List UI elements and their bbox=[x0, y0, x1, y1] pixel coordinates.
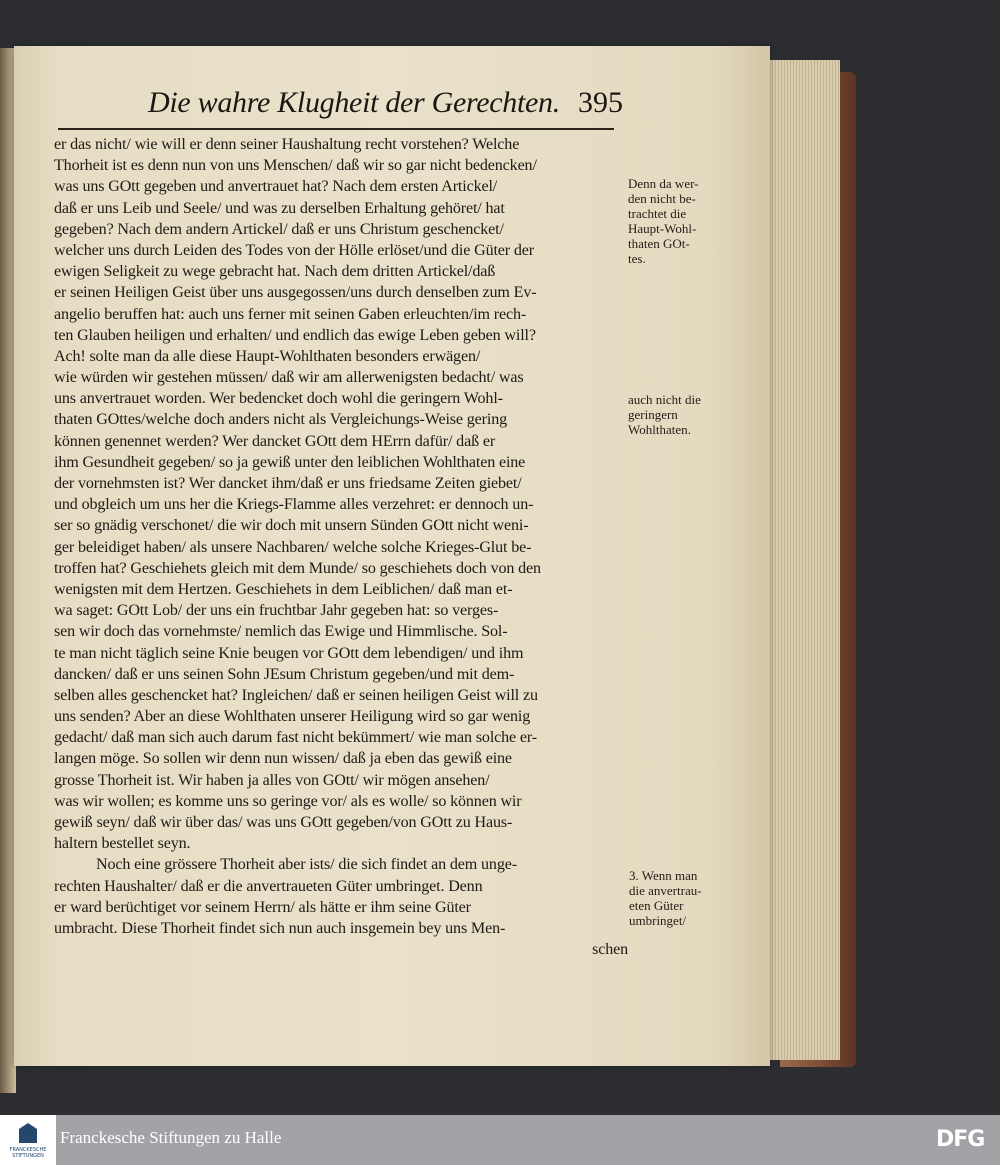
margin-note-line: Wohlthaten. bbox=[628, 422, 691, 437]
text-line: Thorheit ist es denn nun von uns Menschen/ daß wir so gar nicht bedencken/ bbox=[54, 157, 537, 175]
text-line: wa saget: GOtt Lob/ der uns ein fruchtbar Jahr gegeben hat: so verges- bbox=[54, 602, 499, 620]
institution-emblem-icon bbox=[19, 1123, 37, 1143]
institution-link[interactable]: Franckesche Stiftungen zu Halle bbox=[60, 1128, 282, 1147]
margin-note-line: die anvertrau- bbox=[629, 883, 702, 898]
text-line: haltern bestellet seyn. bbox=[54, 835, 191, 853]
text-line: selben alles geschencket hat? Ingleichen/ daß er seinen heiligen Geist will zu bbox=[54, 686, 538, 704]
margin-note-line: trachtet die bbox=[628, 206, 687, 221]
margin-note bbox=[628, 392, 701, 437]
text-line: Noch eine grössere Thorheit aber ists/ die sich findet an dem unge- bbox=[96, 856, 517, 874]
text-line: ser so gnädig verschonet/ die wir doch mit unsern Sünden GOtt nicht weni- bbox=[54, 517, 529, 535]
text-line: welcher uns durch Leiden des Todes von der Hölle erlöset/und die Güter der bbox=[54, 241, 534, 259]
text-line: ger beleidiget haben/ als unsere Nachbaren/ welche solche Krieges-Glut be- bbox=[54, 538, 532, 556]
page-number: 395 bbox=[578, 86, 623, 119]
margin-note-line: tes. bbox=[628, 251, 646, 266]
text-line: was wir wollen; es komme uns so geringe vor/ als es wolle/ so können wir bbox=[54, 792, 522, 810]
text-line: te man nicht täglich seine Knie beugen vor GOtt dem lebendigen/ und ihm bbox=[54, 644, 524, 662]
running-title: Die wahre Klugheit der Gerechten. bbox=[148, 86, 560, 119]
text-line: er ward berüchtiget vor seinem Herrn/ als hätte er ihm seine Güter bbox=[54, 898, 471, 916]
text-line: umbracht. Diese Thorheit findet sich nun auch insgemein bey uns Men- bbox=[54, 919, 506, 937]
text-line: und obgleich um uns her die Kriegs-Flamme alles verzehret: er dennoch un- bbox=[54, 496, 534, 514]
text-line: gewiß seyn/ daß wir über das/ was uns GOtt gegeben/von GOtt zu Haus- bbox=[54, 814, 513, 831]
text-line: wenigsten mit dem Hertzen. Geschiehets in dem Leiblichen/ daß man et- bbox=[54, 580, 513, 598]
text-line: uns senden? Aber an diese Wohlthaten unserer Heiligung wird so gar wenig bbox=[54, 708, 531, 726]
text-line: ewigen Seligkeit zu wege gebracht hat. Nach dem dritten Artickel/daß bbox=[54, 263, 496, 281]
text-line: grosse Thorheit ist. Wir haben ja alles von GOtt/ wir mögen ansehen/ bbox=[54, 771, 490, 789]
franckesche-logo[interactable] bbox=[0, 1115, 56, 1165]
page-edges bbox=[770, 60, 840, 1060]
logo-text: FRANCKESCHE STIFTUNGEN bbox=[9, 1147, 47, 1159]
margin-note-line: auch nicht die bbox=[628, 392, 701, 407]
header-rule bbox=[58, 128, 614, 130]
footer-bar bbox=[0, 1115, 1000, 1165]
text-line: können genennet werden? Wer dancket GOtt dem HErrn dafür/ daß er bbox=[54, 432, 496, 450]
margin-note-line: geringern bbox=[628, 407, 678, 422]
margin-note-line: Haupt-Wohl- bbox=[628, 221, 697, 236]
text-line: rechten Haushalter/ daß er die anvertraueten Güter umbringet. Denn bbox=[54, 877, 483, 895]
margin-note-line: den nicht be- bbox=[628, 191, 696, 206]
catchword: schen bbox=[592, 941, 628, 959]
margin-note bbox=[629, 868, 702, 928]
text-line: ihm Gesundheit gegeben/ so ja gewiß unter den leiblichen Wohlthaten eine bbox=[54, 453, 526, 471]
margin-note bbox=[628, 176, 698, 266]
margin-note-line: umbringet/ bbox=[629, 913, 687, 928]
text-line: was uns GOtt gegeben und anvertrauet hat? Nach dem ersten Artickel/ bbox=[54, 178, 498, 196]
margin-note-line: eten Güter bbox=[629, 898, 684, 913]
margin-note-line: thaten GOt- bbox=[628, 236, 690, 251]
text-line: gegeben? Nach dem andern Artickel/ daß er uns Christum geschencket/ bbox=[54, 220, 504, 238]
text-line: dancken/ daß er uns seinen Sohn JEsum Christum gegeben/und mit dem- bbox=[54, 665, 515, 683]
text-line: Ach! solte man da alle diese Haupt-Wohlthaten besonders erwägen/ bbox=[54, 347, 481, 365]
text-line: uns anvertrauet worden. Wer bedencket doch wohl die geringern Wohl- bbox=[54, 390, 503, 408]
text-line: langen möge. So sollen wir denn nun wissen/ daß ja eben das gewiß eine bbox=[54, 750, 512, 768]
text-line: er seinen Heiligen Geist über uns ausgegossen/uns durch denselben zum Ev- bbox=[54, 284, 537, 302]
text-line: gedacht/ daß man sich auch darum fast nicht bekümmert/ wie man solche er- bbox=[54, 729, 537, 747]
margin-note-line: Denn da wer- bbox=[628, 176, 699, 191]
text-line: troffen hat? Geschiehets gleich mit dem Munde/ so geschiehets doch von den bbox=[54, 559, 541, 577]
text-line: der vornehmsten ist? Wer dancket ihm/daß er uns friedsame Zeiten giebet/ bbox=[54, 475, 522, 492]
text-line: angelio beruffen hat: auch uns ferner mit seinen Gaben erleuchten/im rech- bbox=[54, 305, 527, 323]
running-head bbox=[148, 86, 628, 126]
body-text bbox=[54, 134, 634, 960]
text-line: sen wir doch das vornehmste/ nemlich das Ewige und Himmlische. Sol- bbox=[54, 623, 508, 641]
dfg-logo[interactable]: DFG bbox=[936, 1127, 985, 1152]
margin-note-line: 3. Wenn man bbox=[629, 868, 698, 883]
text-line: ten Glauben heiligen und erhalten/ und endlich das ewige Leben geben will? bbox=[54, 326, 536, 344]
text-line: wie würden wir gestehen müssen/ daß wir am allerwenigsten bedacht/ was bbox=[54, 369, 524, 387]
text-line: thaten GOttes/welche doch anders nicht als Vergleichungs-Weise gering bbox=[54, 411, 507, 429]
text-line: er das nicht/ wie will er denn seiner Haushaltung recht vorstehen? Welche bbox=[54, 136, 520, 153]
text-line: daß er uns Leib und Seele/ und was zu derselben Erhaltung gehöret/ hat bbox=[54, 199, 505, 217]
